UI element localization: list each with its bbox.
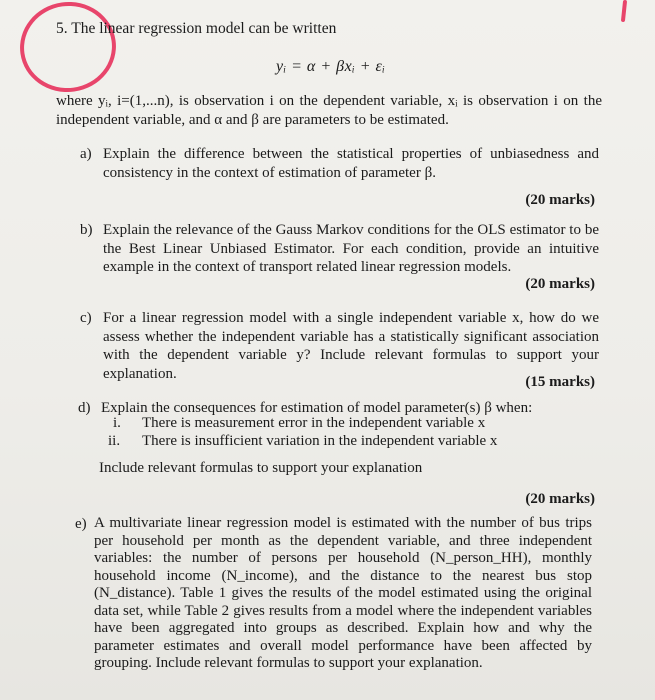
part-d-text: Explain the consequences for estimation of model parameter(s) β when: [101, 400, 533, 416]
question-intro: where yᵢ, i=(1,...n), is observation i on the dependent variable, xᵢ is observation i on the independent variable, and α and β are parameters to be estimated. [56, 93, 602, 128]
pink-pen-mark [621, 0, 627, 22]
part-e [75, 515, 595, 685]
regression-formula: yᵢ = α + βxᵢ + εᵢ [276, 58, 386, 75]
part-b-marks: (20 marks) [525, 276, 595, 292]
part-d-sub-i-label: i. [113, 415, 121, 431]
part-d-note: Include relevant formulas to support your explanation [99, 460, 423, 476]
part-d-marks: (20 marks) [525, 491, 595, 507]
part-b-label: b) [80, 222, 93, 238]
question-heading: 5. The linear regression model can be written [56, 20, 337, 37]
part-d-label: d) [78, 400, 91, 416]
part-a-text: Explain the difference between the statistical properties of unbiasedness and consistency in the context of estimation of parameter β. [103, 146, 599, 181]
part-c-text: For a linear regression model with a single independent variable x, how do we assess whether the independent variable has a statistically significant association with the dependent variable y? Include relevant formulas to support your explanation. [103, 310, 599, 382]
part-b [80, 221, 600, 277]
part-d-sub-i-text: There is measurement error in the independent variable x [142, 415, 486, 431]
part-a-marks: (20 marks) [525, 192, 595, 208]
part-e-label: e) [75, 516, 87, 532]
pink-circle-annotation [14, 0, 122, 98]
part-a [80, 145, 600, 185]
part-d-sub-ii-label: ii. [108, 433, 121, 449]
part-d-sub-ii-text: There is insufficient variation in the independent variable x [142, 433, 498, 449]
part-b-text: Explain the relevance of the Gauss Markov conditions for the OLS estimator to be the Best Linear Unbiased Estimator. For each condition, provide an intuitive example in the context of transport related linear regression models. [103, 222, 599, 275]
part-c-label: c) [80, 310, 92, 326]
part-a-label: a) [80, 146, 92, 162]
part-c-marks: (15 marks) [525, 374, 595, 390]
part-e-text: A multivariate linear regression model is estimated with the number of bus trips per household per month as the dependent variable, and three independent variables: the number of persons per household (N_person_HH), monthly household income (N_income), and the distance to the nearest bus stop (N_distance). Table 1 gives the results of the model estimated using the original data set, while Table 2 gives results from a model where the independent variables have been aggregated into groups as described. Explain how and why the parameter estimates and overall model performance have been affected by grouping. Include relevant formulas to support your explanation. [94, 515, 592, 671]
